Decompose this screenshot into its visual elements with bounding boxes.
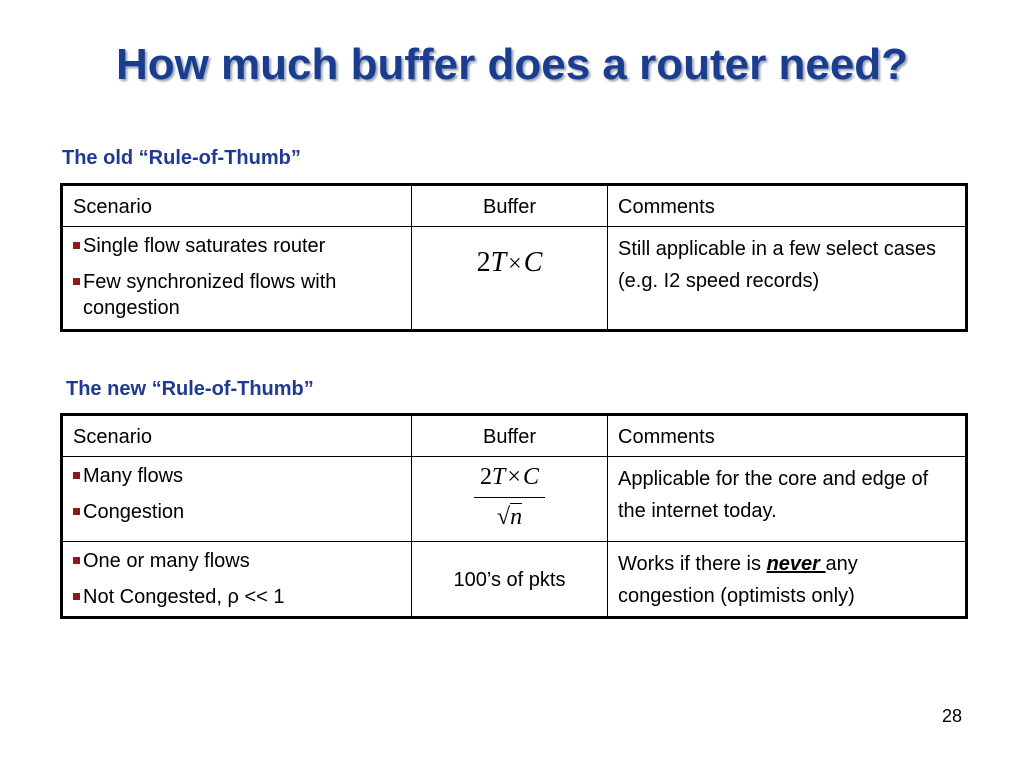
header-scenario: Scenario: [62, 415, 412, 457]
new-rule-buffer-cell-2: 100’s of pkts: [412, 542, 608, 618]
new-rule-buffer-cell: [412, 457, 608, 542]
list-item: [73, 584, 401, 610]
new-rule-header-row: [62, 415, 967, 457]
never-emphasis: never: [766, 553, 826, 575]
new-rule-heading: The new “Rule-of-Thumb”: [66, 378, 314, 400]
old-rule-buffer-cell: [412, 227, 608, 331]
scenario-bullet-text: Few synchronized flows with congestion: [83, 271, 337, 319]
square-bullet-icon: [73, 557, 80, 564]
old-rule-header-row: [62, 185, 967, 227]
buffer-formula-fraction: [474, 463, 545, 532]
square-bullet-icon: [73, 508, 80, 515]
scenario-bullet-text: Many flows: [83, 465, 184, 487]
fraction-denominator: √n: [496, 504, 523, 530]
list-item: [73, 548, 401, 574]
old-rule-scenario-cell: [62, 227, 412, 331]
square-bullet-icon: [73, 242, 80, 249]
page-number: 28: [941, 706, 962, 726]
slide-title: How much buffer does a router need?: [115, 40, 909, 89]
old-rule-heading: The old “Rule-of-Thumb”: [62, 147, 301, 169]
old-rule-comment: Still applicable in a few select cases (e.g. I2 speed records): [608, 227, 967, 331]
scenario-bullet-text: Not Congested, ρ << 1: [83, 586, 285, 608]
fraction-numerator: 2T×C: [480, 464, 539, 490]
new-rule-row-1: [62, 457, 967, 542]
scenario-bullet-text: Congestion: [83, 501, 185, 523]
header-scenario: Scenario: [62, 185, 412, 227]
header-comments: Comments: [608, 415, 967, 457]
new-rule-scenario-cell: [62, 542, 412, 618]
new-rule-row-2: [62, 542, 967, 618]
square-bullet-icon: [73, 278, 80, 285]
new-rule-table: [60, 413, 968, 619]
old-rule-table: [60, 183, 968, 332]
header-buffer: Buffer: [412, 415, 608, 457]
new-rule-comment-1: Applicable for the core and edge of the internet today.: [608, 457, 967, 542]
old-rule-row: [62, 227, 967, 331]
list-item: [73, 499, 401, 525]
scenario-bullet-text: Single flow saturates router: [83, 235, 326, 257]
list-item: [73, 463, 401, 489]
scenario-bullet-text: One or many flows: [83, 550, 250, 572]
square-bullet-icon: [73, 472, 80, 479]
list-item: [73, 269, 401, 321]
square-bullet-icon: [73, 593, 80, 600]
list-item: [73, 233, 401, 259]
new-rule-scenario-cell: [62, 457, 412, 542]
header-buffer: Buffer: [412, 185, 608, 227]
fraction-bar: [474, 497, 545, 498]
new-rule-comment-2: Works if there is never any congestion (optimists only): [608, 542, 967, 618]
header-comments: Comments: [608, 185, 967, 227]
buffer-formula: 2T×C: [476, 247, 543, 278]
